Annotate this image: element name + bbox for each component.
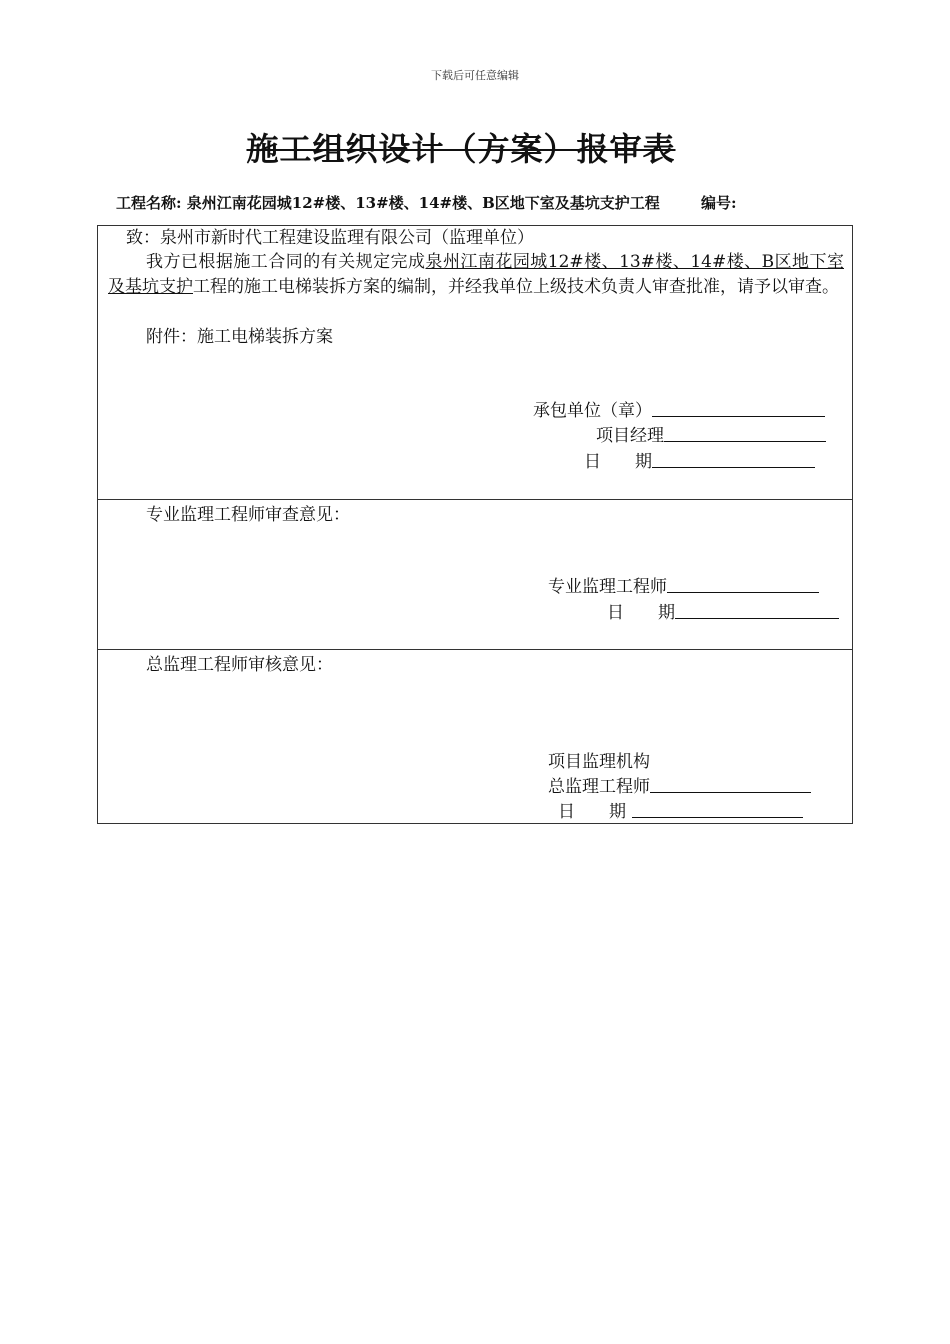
contractor-date-label: 日 期 [584,452,652,472]
project-manager-label: 项目经理 [596,426,664,446]
contractor-date-line [652,451,815,468]
contractor-submission-section [98,226,852,500]
engineer-date-row [607,601,839,625]
chief-engineer-label: 总监理工程师 [548,777,650,797]
engineer-signature-line [667,576,819,593]
contractor-label: 承包单位（章） [533,401,652,421]
project-info-line [116,192,816,213]
project-manager-row [596,424,826,448]
project-manager-signature-line [664,425,826,442]
project-number-label: 编号: [701,194,737,212]
engineer-review-section [98,500,852,650]
page-title: 施工组织设计（方案）报审表 [246,130,676,168]
chief-date-label: 日 期 [558,802,626,822]
engineer-signature-row [548,575,819,599]
chief-date-row [558,800,803,824]
review-form-table [97,225,853,824]
addressee-line: 致：泉州市新时代工程建设监理有限公司（监理单位） [126,228,534,248]
contractor-signature-row [533,399,825,423]
engineer-label: 专业监理工程师 [548,577,667,597]
project-name-value: 泉州江南花园城12#楼、13#楼、14#楼、B区地下室及基坑支护工程 [186,194,660,212]
chief-opinion-label: 总监理工程师审核意见： [146,655,333,675]
paragraph-ending: 工程的施工电梯装拆方案的编制，并经我单位上级技术负责人审查批准，请予以审查。 [193,277,839,297]
chief-engineer-row [548,775,811,799]
engineer-date-label: 日 期 [607,603,675,623]
chief-date-line [632,801,803,818]
paragraph-intro: 我方已根据施工合同的有关规定完成 [146,252,426,272]
engineer-opinion-label: 专业监理工程师审查意见： [146,505,350,525]
submission-paragraph [108,250,844,300]
engineer-date-line [675,602,839,619]
chief-engineer-signature-line [650,776,811,793]
paragraph-project-name: 泉州江南花园城12#楼、13#楼、14#楼、B区地下室及基坑支护 [108,252,844,297]
supervision-org-label: 项目监理机构 [548,752,650,772]
project-name-label: 工程名称: [116,194,182,212]
contractor-signature-line [652,400,825,417]
contractor-date-row [584,450,815,474]
chief-engineer-review-section [98,650,852,823]
header-note: 下载后可任意编辑 [431,69,519,82]
attachment-line: 附件：施工电梯装拆方案 [146,327,333,347]
